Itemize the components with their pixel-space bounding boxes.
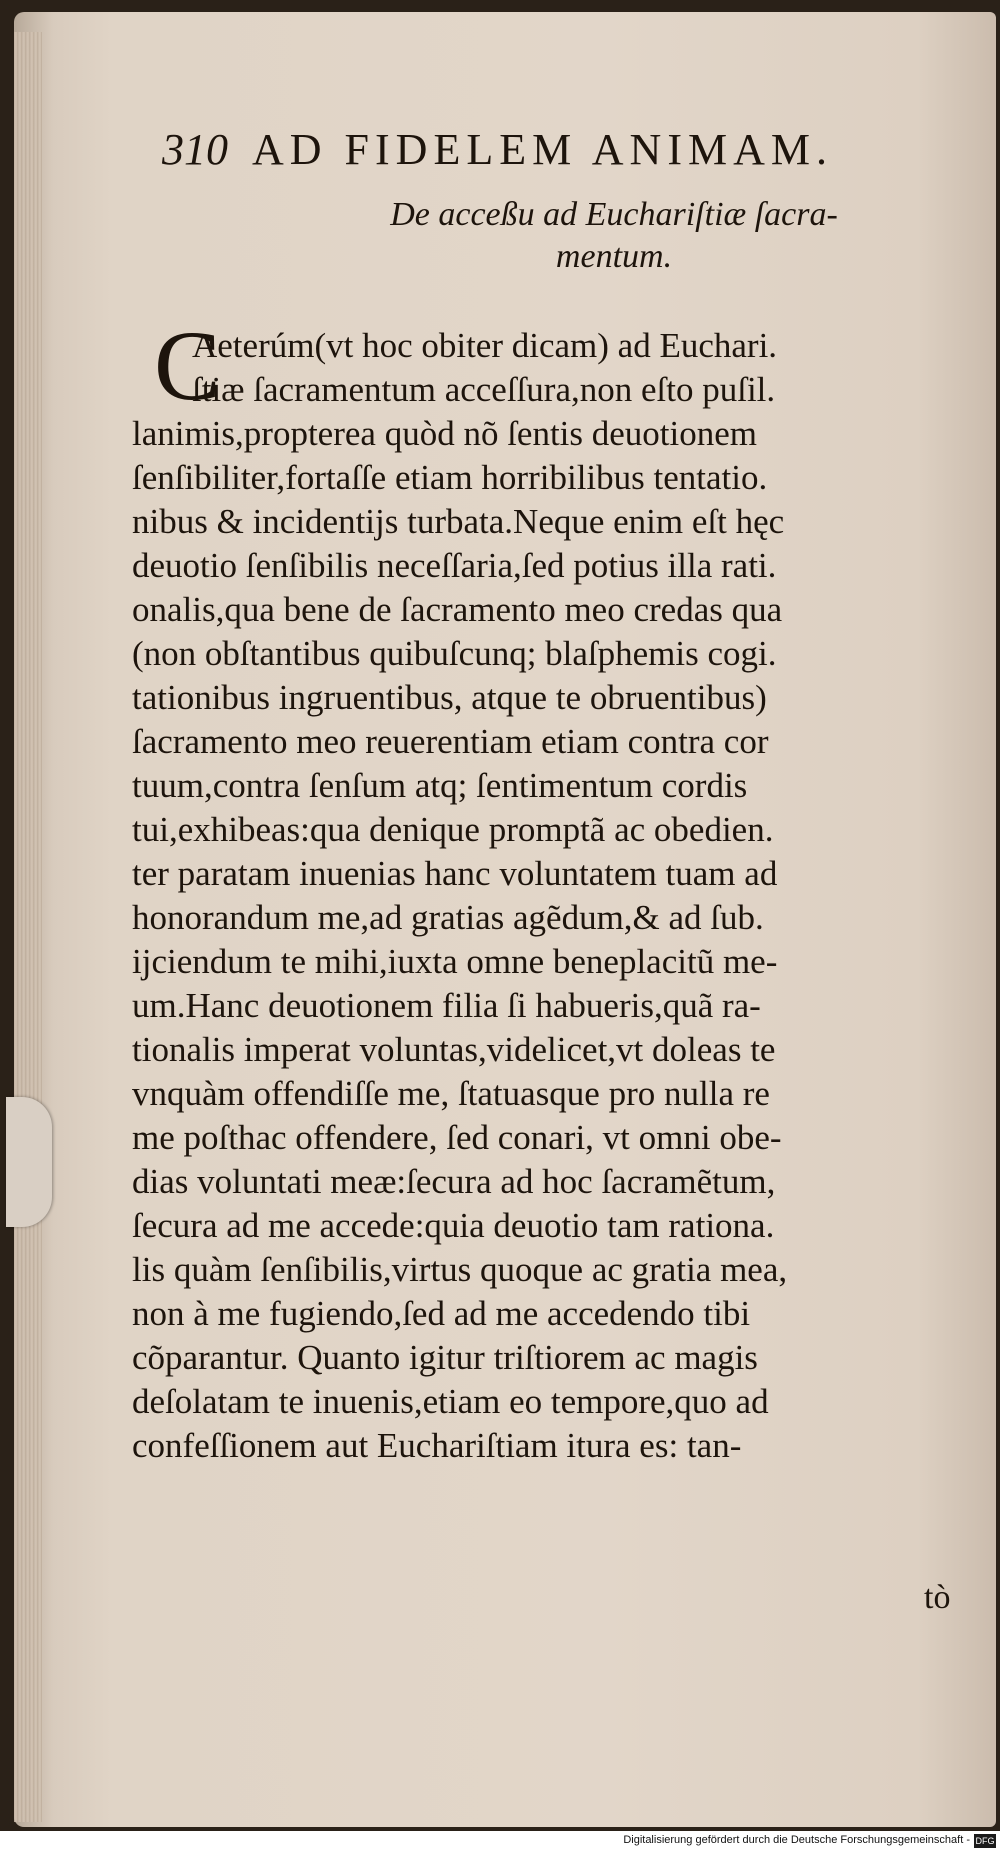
running-head [162,124,962,184]
text-line: ijciendum te mihi,iuxta omne beneplacitũ me- [132,942,778,981]
text-line: ſenſibiliter,fortaſſe etiam horribilibus tentatio. [132,458,768,497]
text-line: ſacramento meo reuerentiam etiam contra cor [132,722,769,761]
bookmark-ribbon [6,1097,52,1227]
text-line: ter paratam inuenias hanc voluntatem tuam ad [132,854,778,893]
text-line: non à me fugiendo,ſed ad me accedendo tibi [132,1294,751,1333]
text-line: ſtiæ ſacramentum acceſſura,non eſto puſil. [192,370,776,409]
text-line: dias voluntati meæ:ſecura ad hoc ſacramẽtum, [132,1162,776,1201]
page-number: 310 [162,125,228,174]
text-line: Aeterúm(vt hoc obiter dicam) ad Euchari. [192,326,778,365]
text-line: onalis,qua bene de ſacramento meo credas qua [132,590,783,629]
text-line: um.Hanc deuotionem filia ſi habueris,quã ra- [132,986,761,1025]
text-line: honorandum me,ad gratias agẽdum,& ad ſub. [132,898,764,937]
catchword: tò [924,1579,951,1616]
text-line: deuotio ſenſibilis neceſſaria,ſed potius illa rati. [132,546,777,585]
text-line: tationibus ingruentibus, atque te obruentibus) [132,678,767,717]
text-line: nibus & incidentijs turbata.Neque enim eſt hęc [132,502,785,541]
drop-cap: C [154,310,221,421]
funding-notice: Digitalisierung gefördert durch die Deutsche Forschungsgemeinschaft - [623,1834,970,1846]
digitization-footer [0,1831,1000,1853]
text-line: tui,exhibeas:qua denique promptã ac obedien. [132,810,774,849]
section-heading-line: mentum. [555,238,673,275]
text-line: me poſthac offendere, ſed conari, vt omni obe- [132,1118,782,1157]
text-line: tionalis imperat voluntas,videlicet,vt doleas te [132,1030,776,1069]
page-edge [14,32,42,1822]
dfg-logo: DFG [975,1836,995,1846]
text-line: deſolatam te inuenis,etiam eo tempore,quo ad [132,1382,769,1421]
text-line: (non obſtantibus quibuſcunq; blaſphemis cogi. [132,634,777,673]
text-line: ſecura ad me accede:quia deuotio tam rationa. [132,1206,775,1245]
text-line: tuum,contra ſenſum atq; ſentimentum cordis [132,766,748,805]
text-line: vnquàm offendiſſe me, ſtatuasque pro nulla re [132,1074,770,1113]
section-heading [314,194,914,278]
text-line: lanimis,propterea quòd nõ ſentis deuotionem [132,414,758,453]
running-head-title: AD FIDELEM ANIMAM. [252,125,833,174]
section-heading-line: De acceßu ad Euchariſtiæ ſacra- [390,196,838,233]
body-text [132,310,1000,1468]
text-line: cõparantur. Quanto igitur triſtiorem ac magis [132,1338,758,1377]
text-line: confeſſionem aut Euchariſtiam itura es: tan- [132,1426,742,1465]
book-page [14,12,996,1827]
text-line: lis quàm ſenſibilis,virtus quoque ac gratia mea, [132,1250,788,1289]
